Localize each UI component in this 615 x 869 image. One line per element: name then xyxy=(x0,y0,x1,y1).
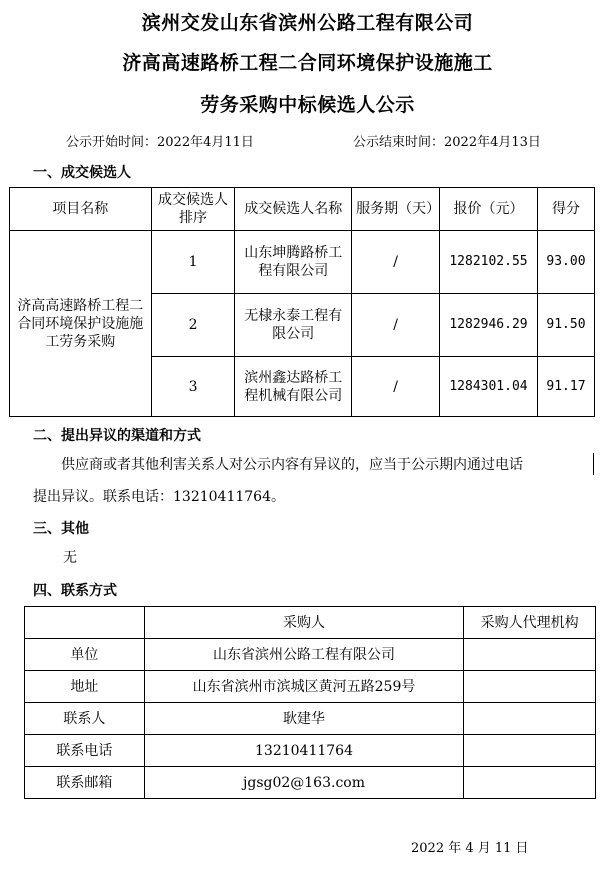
rank-cell: 2 xyxy=(151,294,235,357)
table-row xyxy=(25,735,596,767)
issue-date: 2022 年 4 月 11 日 xyxy=(411,841,529,856)
header-price: 报价（元） xyxy=(440,188,538,231)
contact-agent-value xyxy=(464,735,596,767)
table-header-row xyxy=(10,188,595,231)
header-rank: 成交候选人排序 xyxy=(151,188,235,231)
contact-buyer-value: 耿建华 xyxy=(144,703,464,735)
candidate-table xyxy=(9,187,595,417)
section3-title: 三、其他 xyxy=(33,521,89,537)
score-cell: 91.50 xyxy=(537,294,594,357)
contact-label: 联系电话 xyxy=(25,735,145,767)
contact-buyer-value: 13210411764 xyxy=(144,735,464,767)
service-period: / xyxy=(352,357,440,417)
header-period: 服务期（天） xyxy=(352,188,440,231)
contact-agent-value xyxy=(464,671,596,703)
doc-title-line2: 济高高速路桥工程二合同环境保护设施施工 xyxy=(122,52,493,74)
score-cell: 93.00 xyxy=(537,231,594,294)
price-cell: 1284301.04 xyxy=(440,357,538,417)
end-time: 公示结束时间：2022年4月13日 xyxy=(353,135,541,150)
contact-buyer-value: jgsg02@163.com xyxy=(144,767,464,799)
contact-table xyxy=(24,606,596,799)
rank-cell: 1 xyxy=(151,231,235,294)
candidate-name: 山东坤腾路桥工程有限公司 xyxy=(235,231,352,294)
contact-header-empty xyxy=(25,607,145,639)
doc-title-line1: 滨州交发山东省滨州公路工程有限公司 xyxy=(141,12,474,34)
contact-header-agent: 采购人代理机构 xyxy=(464,607,596,639)
service-period: / xyxy=(352,231,440,294)
table-row xyxy=(25,703,596,735)
price-cell: 1282946.29 xyxy=(440,294,538,357)
contact-agent-value xyxy=(464,639,596,671)
contact-buyer-value: 山东省滨州市滨城区黄河五路259号 xyxy=(144,671,464,703)
table-row xyxy=(10,231,595,294)
contact-label: 地址 xyxy=(25,671,145,703)
objection-text-line2: 提出异议。联系电话：13210411764。 xyxy=(33,489,285,505)
doc-title-line3: 劳务采购中标候选人公示 xyxy=(200,94,415,116)
contact-label: 单位 xyxy=(25,639,145,671)
section4-title: 四、联系方式 xyxy=(33,583,117,599)
contact-agent-value xyxy=(464,703,596,735)
contact-header-buyer: 采购人 xyxy=(144,607,464,639)
rank-cell: 3 xyxy=(151,357,235,417)
start-time: 公示开始时间：2022年4月11日 xyxy=(66,135,254,150)
price-cell: 1282102.55 xyxy=(440,231,538,294)
contact-agent-value xyxy=(464,767,596,799)
candidate-name: 滨州鑫达路桥工程机械有限公司 xyxy=(235,357,352,417)
contact-buyer-value: 山东省滨州公路工程有限公司 xyxy=(144,639,464,671)
other-text: 无 xyxy=(63,550,77,566)
table-row xyxy=(25,767,596,799)
contact-label: 联系邮箱 xyxy=(25,767,145,799)
header-name: 成交候选人名称 xyxy=(235,188,352,231)
section1-title: 一、成交候选人 xyxy=(33,165,131,181)
table-row xyxy=(25,671,596,703)
service-period: / xyxy=(352,294,440,357)
candidate-name: 无棣永泰工程有限公司 xyxy=(235,294,352,357)
section2-title: 二、提出异议的渠道和方式 xyxy=(33,428,201,444)
header-project: 项目名称 xyxy=(10,188,152,231)
contact-header-row xyxy=(25,607,596,639)
text-cursor xyxy=(593,453,594,475)
contact-label: 联系人 xyxy=(25,703,145,735)
header-score: 得分 xyxy=(537,188,594,231)
score-cell: 91.17 xyxy=(537,357,594,417)
project-name: 济高高速路桥工程二合同环境保护设施施工劳务采购 xyxy=(10,231,152,417)
table-row xyxy=(25,639,596,671)
objection-text-line1: 供应商或者其他利害关系人对公示内容有异议的，应当于公示期内通过电话 xyxy=(61,457,523,473)
